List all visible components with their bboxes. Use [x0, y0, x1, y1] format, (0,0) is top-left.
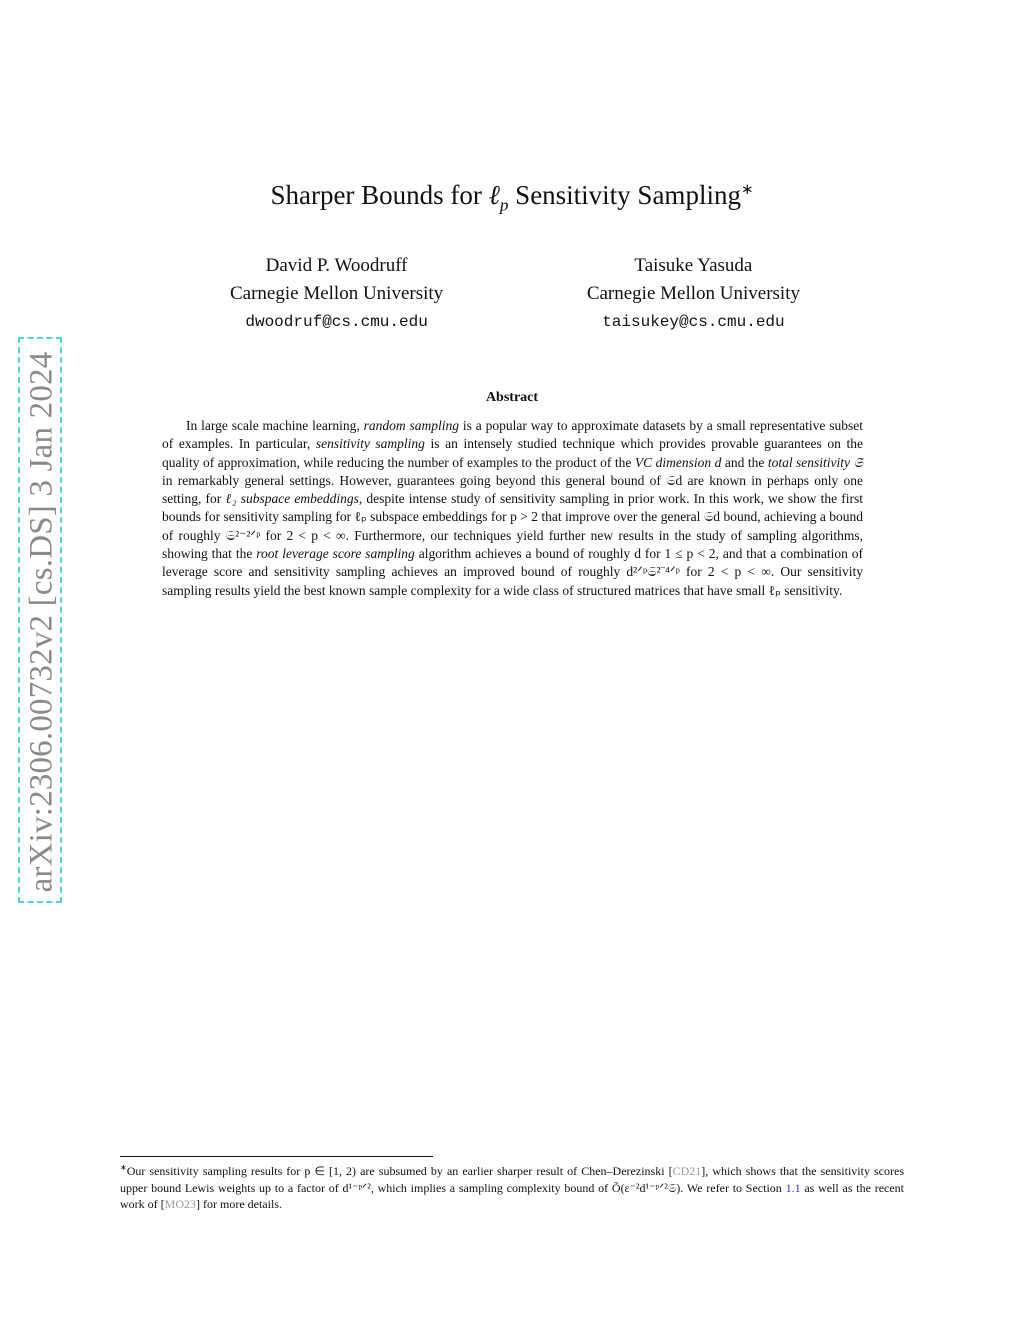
abstract-emphasis: VC dimension d: [634, 454, 722, 470]
abstract-text: is an intensely studied technique which provides provable guarantees on the quality of approximation, while reducing the number of examples to the product of the: [162, 436, 863, 470]
author-email[interactable]: dwoodruf@cs.cmu.edu: [245, 313, 428, 331]
section-link[interactable]: 1.1: [785, 1180, 801, 1195]
footnote-text: ] for more details.: [196, 1197, 282, 1211]
title-prefix: Sharper Bounds for: [270, 180, 489, 210]
footnote-mark: ∗: [120, 1163, 127, 1172]
abstract-text: In large scale machine learning,: [186, 418, 364, 433]
author-block: [587, 252, 800, 336]
title-ell: ℓ: [488, 180, 500, 210]
title-subscript: p: [499, 195, 509, 215]
abstract-text: , despite intense study of sensitivity sampling in prior work. In this work, we show the first bounds for sensitivity sampling for ℓₚ subspace embeddings for p > 2 that improve over the general 𝔖d bound, achieving a bound of roughly 𝔖²⁻²ᐟᵖ for 2 < p < ∞. Furthermore, our techniques yield further new results in the study of sampling algorithms, showing that the: [162, 491, 863, 562]
footnote-text: Our sensitivity sampling results for p ∈ [1, 2) are subsumed by an earlier sharper result of Chen–Derezinski [: [126, 1164, 673, 1178]
citation-link[interactable]: CD21: [672, 1164, 702, 1178]
abstract-text: algorithm achieves a bound of roughly d for 1 ≤ p < 2, and that a combination of leverage score and sensitivity sampling achieves an improved bound of roughly d²ᐟᵖ𝔖²⁻⁴ᐟᵖ for 2 < p < ∞. Our sensitivity sampling results yield the best known sample complexity for a wide class of structured matrices that have small ℓₚ sensitivity.: [162, 546, 863, 598]
abstract-text: is a popular way to approximate datasets by a small representative subset of examples. In particular,: [162, 418, 863, 452]
footnote: [120, 1160, 904, 1213]
footnote-text: as well as the recent work of [: [120, 1180, 905, 1211]
citation-link[interactable]: MO23: [164, 1197, 196, 1211]
footnote-divider: [120, 1156, 433, 1157]
abstract-emphasis: ℓ₂ subspace embeddings: [225, 491, 359, 507]
abstract-text: in remarkably general settings. However, guarantees going beyond this general bound of 𝔖d are known in perhaps only one setting, for: [162, 472, 863, 507]
abstract-emphasis: random sampling: [363, 418, 459, 433]
title-suffix: Sensitivity Sampling: [508, 180, 741, 210]
abstract-body: [162, 417, 863, 600]
author-list: [230, 252, 800, 336]
author-name: Taisuke Yasuda: [634, 255, 753, 276]
abstract-heading: Abstract: [485, 390, 539, 405]
abstract-emphasis: root leverage score sampling: [256, 546, 415, 562]
abstract-emphasis: total sensitivity 𝔖: [767, 454, 864, 470]
paper-title: [0, 180, 1024, 215]
arxiv-identifier: arXiv:2306.00732v2 [cs.DS] 3 Jan 2024: [23, 351, 60, 893]
title-footnote-mark: ∗: [740, 182, 754, 198]
abstract-text: and the: [721, 454, 768, 470]
author-block: [230, 252, 443, 336]
abstract-emphasis: sensitivity sampling: [315, 436, 425, 452]
author-affiliation: Carnegie Mellon University: [586, 283, 800, 304]
author-email[interactable]: taisukey@cs.cmu.edu: [602, 313, 785, 331]
author-name: David P. Woodruff: [265, 255, 408, 276]
author-affiliation: Carnegie Mellon University: [230, 283, 444, 304]
arxiv-stamp: [18, 337, 62, 903]
footnote-text: ], which shows that the sensitivity scores upper bound Lewis weights up to a factor of d¹⁻ᵖᐟ², which implies a sampling complexity bound of Õ(ε⁻²d¹⁻ᵖᐟ²𝔖). We refer to Section: [120, 1164, 905, 1195]
